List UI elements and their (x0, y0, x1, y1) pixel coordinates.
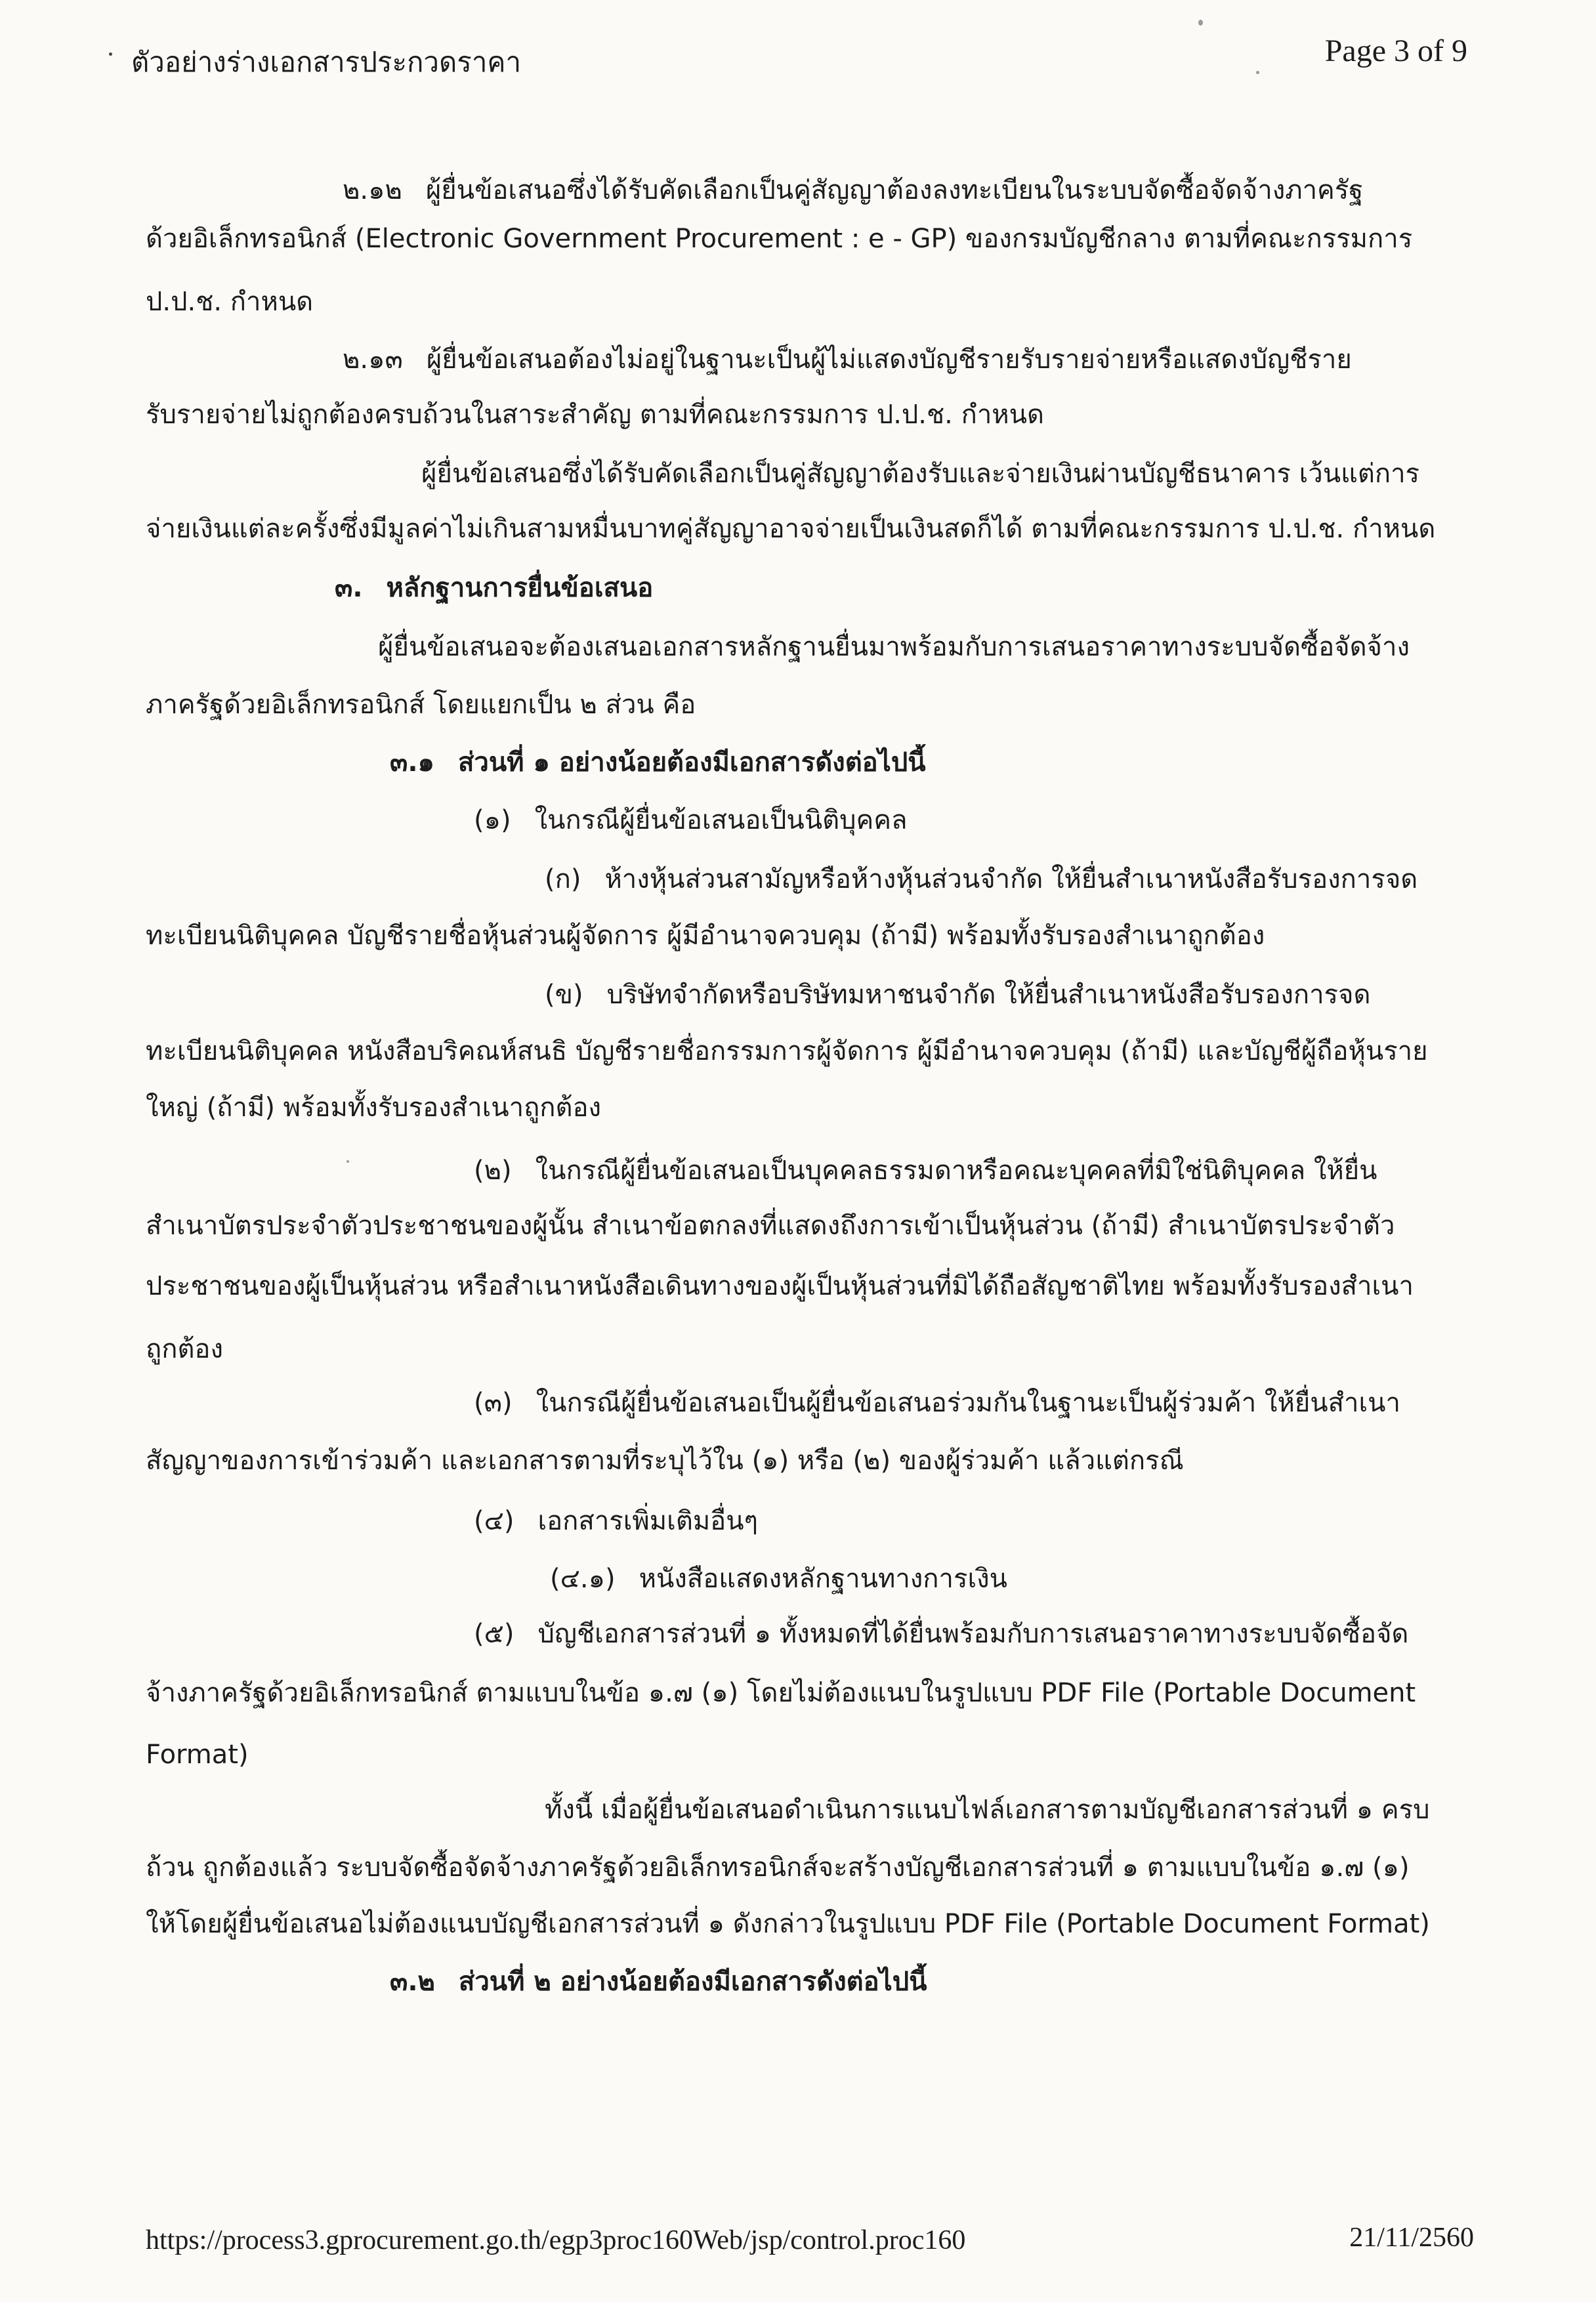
item-4-line (146, 1503, 1596, 1539)
section-title: ส่วนที่ ๒ อย่างน้อยต้องมีเอกสารดังต่อไปนี้ (458, 1967, 927, 1997)
page-number: Page 3 of 9 (1324, 33, 1467, 68)
item-text: ในกรณีผู้ยื่นข้อเสนอเป็นบุคคลธรรมดาหรือคณะบุคคลที่มิใช่นิติบุคคล ให้ยื่น (535, 1156, 1377, 1186)
section-number: ๓.๑ (390, 747, 434, 778)
item-number: (ข) (545, 980, 583, 1010)
item-number: (๓) (474, 1388, 513, 1418)
footer-url: https://process3.gprocurement.go.th/egp3proc160Web/jsp/control.proc160 (146, 2225, 966, 2255)
item-number: (๕) (474, 1619, 514, 1649)
item-text: ในกรณีผู้ยื่นข้อเสนอเป็นผู้ยื่นข้อเสนอร่วมกันในฐานะเป็นผู้ร่วมค้า ให้ยื่นสำเนา (536, 1388, 1400, 1418)
line-text: ผู้ยื่นข้อเสนอซึ่งได้รับคัดเลือกเป็นคู่สัญญาต้องรับและจ่ายเงินผ่านบัญชีธนาคาร เว้นแต่การ (421, 459, 1420, 489)
line-text: ภาครัฐด้วยอิเล็กทรอนิกส์ โดยแยกเป็น ๒ ส่วน คือ (146, 690, 696, 720)
body-line (146, 1906, 1450, 1942)
body-line (146, 1207, 1450, 1244)
body-line (146, 629, 1596, 665)
item-kho-line (146, 976, 1596, 1013)
body-line (146, 1331, 1450, 1368)
item-text: ห้างหุ้นส่วนสามัญหรือห้างหุ้นส่วนจำกัด ให้ยื่นสำเนาหนังสือรับรองการจด (604, 864, 1418, 894)
line-text: ถูกต้อง (146, 1334, 223, 1364)
line-text: ทะเบียนนิติบุคคล บัญชีรายชื่อหุ้นส่วนผู้จัดการ ผู้มีอำนาจควบคุม (ถ้ามี) พร้อมทั้งรับรองสำเนาถูกต้อง (146, 921, 1265, 951)
item-3-line (146, 1385, 1596, 1421)
body-line (146, 1033, 1450, 1070)
item-number: (ก) (545, 864, 581, 894)
section-title: ส่วนที่ ๑ อย่างน้อยต้องมีเอกสารดังต่อไปนี้ (457, 747, 926, 778)
line-text: ให้โดยผู้ยื่นข้อเสนอไม่ต้องแนบบัญชีเอกสารส่วนที่ ๑ ดังกล่าวในรูปแบบ PDF File (Portable Document Format) (146, 1909, 1430, 1939)
body-line (146, 283, 1450, 320)
clause-number: ๒.๑๒ (343, 175, 402, 205)
item-text: หนังสือแสดงหลักฐานทางการเงิน (639, 1564, 1008, 1594)
item-text: บัญชีเอกสารส่วนที่ ๑ ทั้งหมดที่ได้ยื่นพร้อมกับการเสนอราคาทางระบบจัดซื้อจัด (537, 1619, 1409, 1649)
item-text: เอกสารเพิ่มเติมอื่นๆ (537, 1506, 759, 1536)
clause-text: ผู้ยื่นข้อเสนอซึ่งได้รับคัดเลือกเป็นคู่สัญญาต้องลงทะเบียนในระบบจัดซื้อจัดจ้างภาครัฐ (425, 175, 1364, 205)
line-text: จ้างภาครัฐด้วยอิเล็กทรอนิกส์ ตามแบบในข้อ ๑.๗ (๑) โดยไม่ต้องแนบในรูปแบบ PDF File (Portable Document (146, 1678, 1416, 1708)
section-3-2-heading (146, 1963, 1596, 2000)
body-line (146, 686, 1450, 723)
line-text: สัญญาของการเข้าร่วมค้า และเอกสารตามที่ระบุไว้ใน (๑) หรือ (๒) ของผู้ร่วมค้า แล้วแต่กรณี (146, 1446, 1184, 1476)
body-line (146, 1675, 1450, 1711)
item-number: (๑) (474, 805, 511, 835)
line-text: ถ้วน ถูกต้องแล้ว ระบบจัดซื้อจัดจ้างภาครัฐด้วยอิเล็กทรอนิกส์จะสร้างบัญชีเอกสารส่วนที่ ๑ ตามแบบในข้อ ๑.๗ (๑) (146, 1852, 1410, 1883)
clause-2-13-line-1 (146, 341, 1596, 378)
section-3-heading (146, 570, 1596, 606)
body-line (146, 1849, 1450, 1886)
item-number: (๒) (474, 1156, 512, 1186)
line-text: ใหญ่ (ถ้ามี) พร้อมทั้งรับรองสำเนาถูกต้อง (146, 1093, 602, 1123)
clause-text: ผู้ยื่นข้อเสนอต้องไม่อยู่ในฐานะเป็นผู้ไม่แสดงบัญชีรายรับรายจ่ายหรือแสดงบัญชีราย (426, 345, 1352, 375)
body-line (146, 455, 1596, 492)
scan-speck (346, 1160, 349, 1163)
document-label (131, 41, 521, 84)
item-4-1-line (146, 1560, 1596, 1597)
body-line (146, 1791, 1596, 1828)
document-label-text: ตัวอย่างร่างเอกสารประกวดราคา (131, 46, 522, 78)
line-text: ประชาชนของผู้เป็นหุ้นส่วน หรือสำเนาหนังสือเดินทางของผู้เป็นหุ้นส่วนที่มิได้ถือสัญชาติไทย พร้อมทั้งรับรองสำเนา (146, 1271, 1414, 1301)
item-1-line (146, 802, 1596, 839)
line-text: ผู้ยื่นข้อเสนอจะต้องเสนอเอกสารหลักฐานยื่นมาพร้อมกับการเสนอราคาทางระบบจัดซื้อจัดจ้าง (378, 632, 1410, 662)
clause-number: ๒.๑๓ (343, 345, 403, 375)
scan-dot (109, 52, 112, 56)
section-title: หลักฐานการยื่นข้อเสนอ (386, 573, 654, 603)
item-text: ในกรณีผู้ยื่นข้อเสนอเป็นนิติบุคคล (534, 805, 908, 835)
line-text: Format) (146, 1740, 249, 1770)
section-3-1-heading (146, 744, 1596, 781)
line-text: จ่ายเงินแต่ละครั้งซึ่งมีมูลค่าไม่เกินสามหมื่นบาทคู่สัญญาอาจจ่ายเป็นเงินสดก็ได้ ตามที่คณะกรรมการ ป.ป.ช. กำหนด (146, 514, 1436, 544)
line-text: รับรายจ่ายไม่ถูกต้องครบถ้วนในสาระสำคัญ ตามที่คณะกรรมการ ป.ป.ช. กำหนด (146, 400, 1044, 430)
body-line (146, 1736, 1450, 1773)
section-number: ๓. (335, 573, 363, 603)
line-text: ทั้งนี้ เมื่อผู้ยื่นข้อเสนอดำเนินการแนบไฟล์เอกสารตามบัญชีเอกสารส่วนที่ ๑ ครบ (545, 1795, 1430, 1825)
section-number: ๓.๒ (390, 1967, 435, 1997)
scan-speck (1256, 71, 1259, 74)
body-line (146, 1268, 1450, 1305)
body-line (146, 917, 1450, 954)
footer-date: 21/11/2560 (1349, 2223, 1474, 2253)
body-line (146, 1089, 1450, 1126)
body-line (146, 220, 1450, 257)
line-text: ทะเบียนนิติบุคคล หนังสือบริคณห์สนธิ บัญชีรายชื่อกรรมการผู้จัดการ ผู้มีอำนาจควบคุม (ถ้ามี) และบัญชีผู้ถือหุ้นราย (146, 1036, 1428, 1066)
item-number: (๔.๑) (550, 1564, 616, 1594)
item-number: (๔) (474, 1506, 514, 1536)
line-text: ด้วยอิเล็กทรอนิกส์ (Electronic Government Procurement : e - GP) ของกรมบัญชีกลาง ตามที่คณะกรรมการ (146, 224, 1413, 254)
item-ko-line (146, 861, 1596, 898)
item-text: บริษัทจำกัดหรือบริษัทมหาชนจำกัด ให้ยื่นสำเนาหนังสือรับรองการจด (606, 980, 1371, 1010)
item-5-line (146, 1616, 1596, 1652)
line-text: ป.ป.ช. กำหนด (146, 287, 314, 317)
item-2-line (146, 1152, 1596, 1189)
body-line (146, 511, 1450, 547)
scan-speck (1198, 20, 1203, 26)
clause-2-12-line-1 (146, 172, 1596, 209)
body-line (146, 1442, 1450, 1479)
body-line (146, 396, 1450, 433)
line-text: สำเนาบัตรประจำตัวประชาชนของผู้นั้น สำเนาข้อตกลงที่แสดงถึงการเข้าเป็นหุ้นส่วน (ถ้ามี) สำเนาบัตรประจำตัว (146, 1211, 1395, 1241)
